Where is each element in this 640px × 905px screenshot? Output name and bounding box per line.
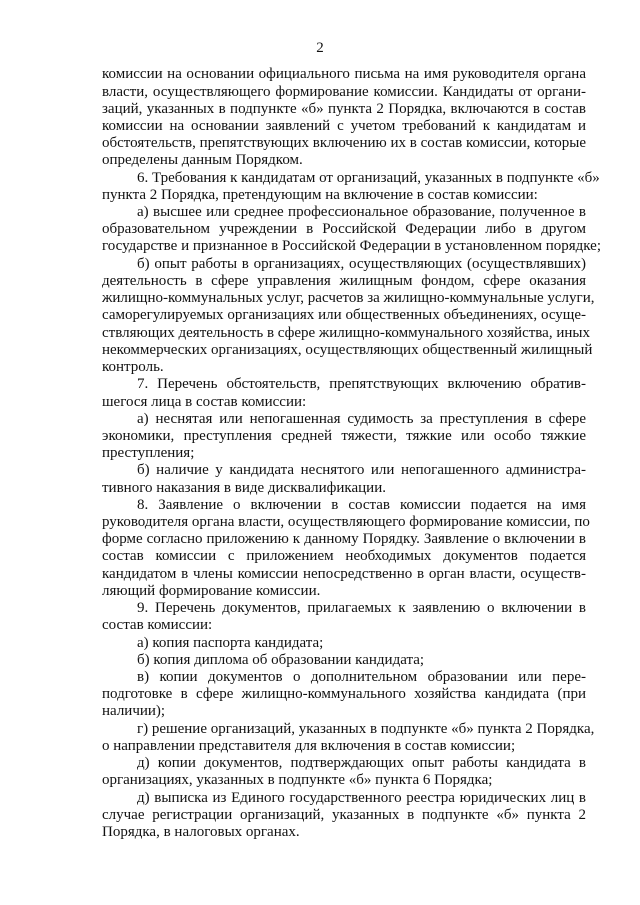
text-line: д) выписка из Единого государственного реестра юридических лиц в (137, 790, 586, 806)
text-line: наличии); (102, 703, 166, 719)
text-line: состав комиссии: (102, 617, 213, 633)
text-line: кандидатом в члены комиссии непосредственно в орган власти, осуществ- (102, 566, 586, 582)
page-number: 2 (316, 40, 324, 56)
text-line: случае регистрации организаций, указанных в подпункте «б» пункта 2 (102, 807, 586, 823)
text-line: деятельность в сфере управления жилищным фондом, сфере оказания (102, 273, 586, 289)
text-line: шегося лица в состав комиссии: (102, 394, 307, 410)
text-line: заций, указанных в подпункте «б» пункта 2 Порядка, включаются в состав (102, 101, 586, 117)
text-line: г) решение организаций, указанных в подпункте «б» пункта 2 Порядка, (137, 721, 595, 737)
text-line: 7. Перечень обстоятельств, препятствующих включению обратив- (137, 376, 586, 392)
text-line: б) наличие у кандидата неснятого или непогашенного администра- (137, 462, 586, 478)
text-line: образовательном учреждении в Российской Федерации либо в другом (102, 221, 586, 237)
text-line: д) копии документов, подтверждающих опыт работы кандидата в (137, 755, 586, 771)
text-line: а) копия паспорта кандидата; (137, 635, 324, 651)
text-line: 8. Заявление о включении в состав комиссии подается на имя (137, 497, 586, 513)
text-line: форме согласно приложению к данному Порядку. Заявление о включении в (102, 531, 586, 547)
text-line: а) высшее или среднее профессиональное образование, полученное в (137, 204, 586, 220)
text-line: ляющий формирование комиссии. (102, 583, 321, 599)
text-line: 9. Перечень документов, прилагаемых к заявлению о включении в (137, 600, 586, 616)
text-line: б) опыт работы в организациях, осуществляющих (осуществлявших) (137, 256, 586, 272)
text-line: организациях, указанных в подпункте «б» пункта 6 Порядка; (102, 772, 493, 788)
text-line: руководителя органа власти, осуществляющего формирование комиссии, по (102, 514, 590, 530)
text-line: в) копии документов о дополнительном образовании или пере- (137, 669, 586, 685)
text-line: саморегулируемых организациях или общественных объединениях, осуще- (102, 307, 586, 323)
text-line: контроль. (102, 359, 164, 375)
text-line: б) копия диплома об образовании кандидата; (137, 652, 425, 668)
text-line: преступления; (102, 445, 195, 461)
text-line: некоммерческих организациях, осуществляющих общественный жилищный (102, 342, 593, 358)
text-line: подготовке в сфере жилищно-коммунального хозяйства кандидата (при (102, 686, 586, 702)
text-line: 6. Требования к кандидатам от организаций, указанных в подпункте «б» (137, 170, 600, 186)
text-line: а) неснятая или непогашенная судимость за преступления в сфере (137, 411, 586, 427)
text-line: обстоятельств, препятствующих включению их в состав комиссии, которые (102, 135, 587, 151)
text-line: о направлении представителя для включения в состав комиссии; (102, 738, 516, 754)
text-line: пункта 2 Порядка, претендующим на включение в состав комиссии: (102, 187, 538, 203)
text-line: экономики, преступления средней тяжести, тяжкие или особо тяжкие (102, 428, 586, 444)
text-line: Порядка, в налоговых органах. (102, 824, 300, 840)
text-line: власти, осуществляющего формирование комиссии. Кандидаты от органи- (102, 84, 586, 100)
text-line: комиссии на основании заявлений с учетом требований к кандидатам и (102, 118, 586, 134)
text-line: жилищно-коммунальных услуг, расчетов за жилищно-коммунальные услуги, (102, 290, 595, 306)
text-line: ствляющих деятельность в сфере жилищно-коммунального хозяйства, иных (102, 325, 590, 341)
text-line: государстве и признанное в Российской Федерации в установленном порядке; (102, 238, 602, 254)
text-line: комиссии на основании официального письма на имя руководителя органа (102, 66, 586, 82)
text-line: тивного наказания в виде дисквалификации. (102, 480, 386, 496)
text-line: состав комиссии с приложением необходимых документов подается (102, 548, 586, 564)
text-line: определены данным Порядком. (102, 152, 303, 168)
